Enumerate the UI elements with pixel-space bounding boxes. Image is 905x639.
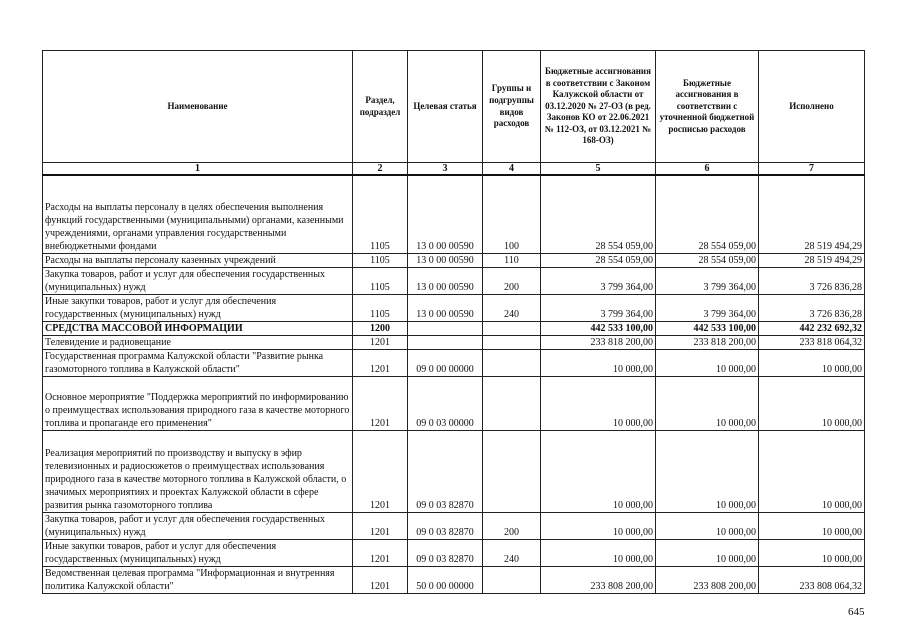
col-number: 6: [656, 163, 759, 176]
table-row: [43, 512, 865, 539]
row-section: 1201: [353, 430, 408, 512]
col-number: 3: [408, 163, 483, 176]
row-refined-amount: 10 000,00: [656, 539, 759, 566]
row-refined-amount: 442 533 100,00: [656, 321, 759, 335]
row-refined-amount: 233 818 200,00: [656, 335, 759, 349]
row-section: 1201: [353, 376, 408, 430]
header-groups: Группы и подгруппы видов расходов: [483, 51, 541, 163]
row-target: 50 0 00 00000: [408, 566, 483, 593]
row-target: 09 0 00 00000: [408, 349, 483, 376]
row-section: 1201: [353, 335, 408, 349]
row-section: 1201: [353, 349, 408, 376]
row-target: [408, 335, 483, 349]
row-target: [408, 321, 483, 335]
row-target: 09 0 03 82870: [408, 539, 483, 566]
row-executed-amount: 10 000,00: [759, 512, 865, 539]
row-refined-amount: 3 799 364,00: [656, 294, 759, 321]
row-section: 1105: [353, 267, 408, 294]
table-row: [43, 294, 865, 321]
table-row: [43, 335, 865, 349]
row-group: [483, 376, 541, 430]
row-executed-amount: 233 808 064,32: [759, 566, 865, 593]
table-row: [43, 539, 865, 566]
page-number: 645: [848, 606, 865, 618]
row-name: Государственная программа Калужской области "Развитие рынка газомоторного топлива в Калужской области": [43, 349, 353, 376]
row-group: 240: [483, 539, 541, 566]
row-executed-amount: 10 000,00: [759, 349, 865, 376]
row-executed-amount: 442 232 692,32: [759, 321, 865, 335]
row-section: 1201: [353, 512, 408, 539]
row-target: 13 0 00 00590: [408, 253, 483, 267]
col-number: 4: [483, 163, 541, 176]
row-name: Ведомственная целевая программа "Информационная и внутренняя политика Калужской области": [43, 566, 353, 593]
table-row: [43, 376, 865, 430]
row-executed-amount: 10 000,00: [759, 376, 865, 430]
row-group: [483, 321, 541, 335]
row-target: 13 0 00 00590: [408, 175, 483, 253]
row-law-amount: 10 000,00: [541, 349, 656, 376]
table-row: [43, 349, 865, 376]
row-law-amount: 28 554 059,00: [541, 253, 656, 267]
row-executed-amount: 10 000,00: [759, 539, 865, 566]
row-group: 240: [483, 294, 541, 321]
row-target: 09 0 03 82870: [408, 512, 483, 539]
row-name: Иные закупки товаров, работ и услуг для обеспечения государственных (муниципальных) нужд: [43, 294, 353, 321]
row-executed-amount: 10 000,00: [759, 430, 865, 512]
row-name: Иные закупки товаров, работ и услуг для обеспечения государственных (муниципальных) нужд: [43, 539, 353, 566]
header-name: Наименование: [43, 51, 353, 163]
row-section: 1201: [353, 539, 408, 566]
row-law-amount: 10 000,00: [541, 512, 656, 539]
budget-table: [42, 50, 865, 594]
row-refined-amount: 28 554 059,00: [656, 253, 759, 267]
row-name: Закупка товаров, работ и услуг для обеспечения государственных (муниципальных) нужд: [43, 512, 353, 539]
row-refined-amount: 10 000,00: [656, 430, 759, 512]
row-law-amount: 10 000,00: [541, 376, 656, 430]
header-section: Раздел, подраздел: [353, 51, 408, 163]
table-row: [43, 566, 865, 593]
row-group: 200: [483, 267, 541, 294]
table-row: [43, 175, 865, 253]
header-target: Целевая статья: [408, 51, 483, 163]
header-law: Бюджетные ассигнования в соответствии с Законом Калужской области от 03.12.2020 № 27-ОЗ (в ред. Законов КО от 22.06.2021 № 112-ОЗ, от 03.12.2021 № 168-ОЗ): [541, 51, 656, 163]
row-name: Закупка товаров, работ и услуг для обеспечения государственных (муниципальных) нужд: [43, 267, 353, 294]
table-row: [43, 430, 865, 512]
row-group: [483, 566, 541, 593]
row-law-amount: 10 000,00: [541, 430, 656, 512]
table-row: [43, 321, 865, 335]
row-group: [483, 349, 541, 376]
header-refined: Бюджетные ассигнования в соответствии с уточненной бюджетной росписью расходов: [656, 51, 759, 163]
row-law-amount: 233 818 200,00: [541, 335, 656, 349]
row-section: 1105: [353, 253, 408, 267]
row-name: Реализация мероприятий по производству и выпуску в эфир телевизионных и радиосюжетов о преимуществах использования природного газа в качестве моторного топлива в Калужской области, о значимых мероприятиях и проектах Калужской области в сфере развития рынка газомоторного топлива: [43, 430, 353, 512]
row-refined-amount: 10 000,00: [656, 512, 759, 539]
row-section: 1105: [353, 175, 408, 253]
row-section: 1200: [353, 321, 408, 335]
row-name: СРЕДСТВА МАССОВОЙ ИНФОРМАЦИИ: [43, 321, 353, 335]
row-law-amount: 3 799 364,00: [541, 294, 656, 321]
row-executed-amount: 28 519 494,29: [759, 175, 865, 253]
row-group: 100: [483, 175, 541, 253]
col-number: 7: [759, 163, 865, 176]
row-executed-amount: 233 818 064,32: [759, 335, 865, 349]
column-number-row: [43, 163, 865, 176]
row-law-amount: 3 799 364,00: [541, 267, 656, 294]
row-executed-amount: 3 726 836,28: [759, 294, 865, 321]
row-executed-amount: 28 519 494,29: [759, 253, 865, 267]
table-header-row: [43, 51, 865, 163]
row-refined-amount: 233 808 200,00: [656, 566, 759, 593]
row-group: [483, 430, 541, 512]
row-name: Расходы на выплаты персоналу в целях обеспечения выполнения функций государственными (муниципальными) органами, казенными учреждениями, органами управления государственными внебюджетными фондами: [43, 175, 353, 253]
row-law-amount: 10 000,00: [541, 539, 656, 566]
col-number: 2: [353, 163, 408, 176]
row-target: 13 0 00 00590: [408, 294, 483, 321]
row-target: 13 0 00 00590: [408, 267, 483, 294]
row-group: 200: [483, 512, 541, 539]
row-name: Телевидение и радиовещание: [43, 335, 353, 349]
row-refined-amount: 28 554 059,00: [656, 175, 759, 253]
row-name: Основное мероприятие "Поддержка мероприятий по информированию о преимуществах использования природного газа в качестве моторного топлива и пропаганде его применения": [43, 376, 353, 430]
table-body: [43, 175, 865, 593]
row-section: 1105: [353, 294, 408, 321]
row-group: [483, 335, 541, 349]
col-number: 5: [541, 163, 656, 176]
header-executed: Исполнено: [759, 51, 865, 163]
row-law-amount: 28 554 059,00: [541, 175, 656, 253]
row-refined-amount: 10 000,00: [656, 349, 759, 376]
row-law-amount: 442 533 100,00: [541, 321, 656, 335]
col-number: 1: [43, 163, 353, 176]
table-row: [43, 267, 865, 294]
table-row: [43, 253, 865, 267]
row-target: 09 0 03 00000: [408, 376, 483, 430]
row-executed-amount: 3 726 836,28: [759, 267, 865, 294]
row-section: 1201: [353, 566, 408, 593]
row-group: 110: [483, 253, 541, 267]
row-law-amount: 233 808 200,00: [541, 566, 656, 593]
row-name: Расходы на выплаты персоналу казенных учреждений: [43, 253, 353, 267]
row-target: 09 0 03 82870: [408, 430, 483, 512]
row-refined-amount: 10 000,00: [656, 376, 759, 430]
row-refined-amount: 3 799 364,00: [656, 267, 759, 294]
